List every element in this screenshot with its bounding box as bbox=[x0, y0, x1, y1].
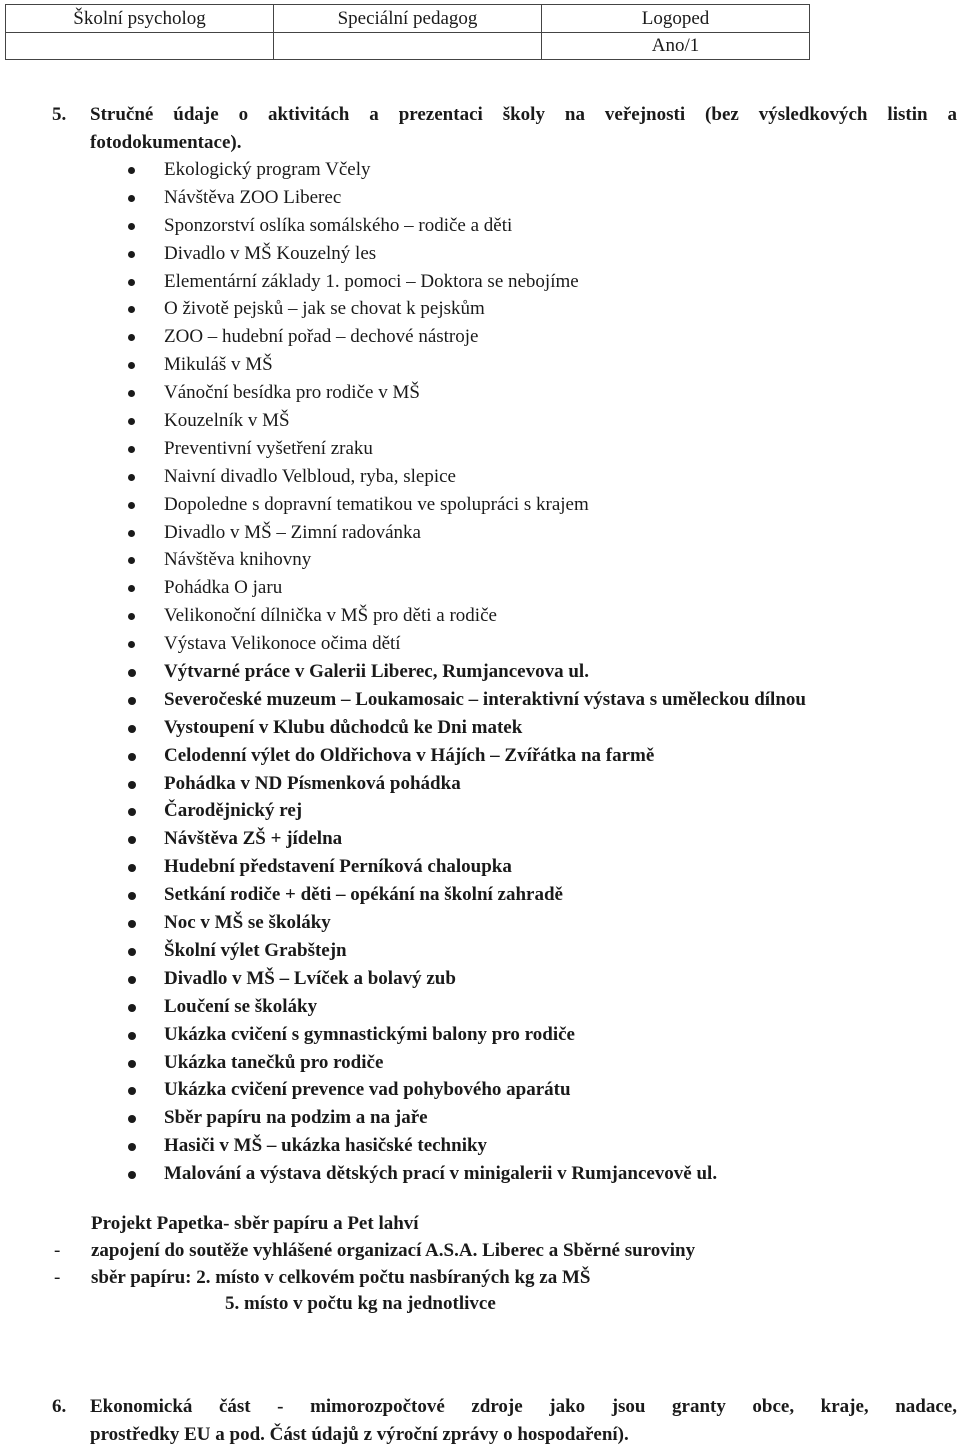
bullet-icon bbox=[128, 1171, 136, 1179]
list-item-text: Ukázka cvičení prevence vad pohybového aparátu bbox=[164, 1079, 571, 1101]
bullet-icon bbox=[128, 530, 135, 537]
bullet-icon bbox=[128, 446, 135, 453]
table-cell: Ano/1 bbox=[542, 33, 810, 60]
list-item-text: Elementární základy 1. pomoci – Doktora se nebojíme bbox=[164, 270, 579, 292]
list-dash: - bbox=[54, 1240, 61, 1261]
list-item-text: Naivní divadlo Velbloud, ryba, slepice bbox=[164, 465, 456, 487]
bullet-icon bbox=[128, 669, 136, 677]
list-item-text: Návštěva ZŠ + jídelna bbox=[164, 828, 343, 850]
section-title-line: prostředky EU a pod. Část údajů z výroční zprávy o hospodaření). bbox=[90, 1424, 629, 1445]
list-item-text: Hudební představení Perníková chaloupka bbox=[164, 856, 512, 878]
list-item-text: O životě pejsků – jak se chovat k pejskům bbox=[164, 298, 485, 320]
table-cell bbox=[6, 33, 274, 60]
bullet-icon bbox=[128, 753, 136, 761]
bullet-icon bbox=[128, 1143, 136, 1151]
list-item-text: Dopoledne s dopravní tematikou ve spolupráci s krajem bbox=[164, 493, 589, 515]
list-item-text: Pohádka O jaru bbox=[164, 577, 283, 599]
list-item-text: Setkání rodiče + děti – opékání na školní zahradě bbox=[164, 884, 563, 906]
list-item-text: Ukázka tanečků pro rodiče bbox=[164, 1051, 384, 1073]
project-title: Projekt Papetka- sběr papíru a Pet lahví bbox=[91, 1213, 419, 1234]
list-item-text: Čarodějnický rej bbox=[164, 800, 303, 822]
section-title-line: Ekonomická část - mimorozpočtové zdroje jako jsou granty obce, kraje, nadace, bbox=[90, 1396, 957, 1417]
bullet-icon bbox=[128, 167, 135, 174]
bullet-icon bbox=[128, 418, 135, 425]
list-item-text: Velikonoční dílnička v MŠ pro děti a rodiče bbox=[164, 605, 497, 627]
section-6-heading bbox=[52, 1393, 957, 1449]
staff-table-header-row bbox=[6, 5, 810, 33]
list-item-text: Loučení se školáky bbox=[164, 995, 318, 1017]
list-item-text: Sběr papíru na podzim a na jaře bbox=[164, 1107, 428, 1129]
bullet-icon bbox=[128, 306, 135, 313]
list-item-text: Vystoupení v Klubu důchodců ke Dni matek bbox=[164, 716, 523, 738]
list-dash: - bbox=[54, 1267, 61, 1288]
list-item-text: Hasiči v MŠ – ukázka hasičské techniky bbox=[164, 1135, 488, 1157]
bullet-icon bbox=[128, 251, 135, 258]
table-cell bbox=[274, 33, 542, 60]
list-item-text: Divadlo v MŠ – Lvíček a bolavý zub bbox=[164, 967, 456, 989]
list-item-text: Sponzorství oslíka somálského – rodiče a děti bbox=[164, 214, 513, 236]
list-item-text: Návštěva ZOO Liberec bbox=[164, 186, 342, 208]
bullet-icon bbox=[128, 585, 135, 592]
bullet-icon bbox=[128, 836, 136, 844]
bullet-icon bbox=[128, 976, 136, 984]
bullet-icon bbox=[128, 1004, 136, 1012]
bullet-icon bbox=[128, 279, 135, 286]
list-item-text: Severočeské muzeum – Loukamosaic – interaktivní výstava s uměleckou dílnou bbox=[164, 688, 806, 710]
list-item-text: Malování a výstava dětských prací v minigalerii v Rumjancevově ul. bbox=[164, 1163, 718, 1185]
staff-table-value-row bbox=[6, 33, 810, 60]
bullet-icon bbox=[128, 920, 136, 928]
bullet-icon bbox=[128, 195, 135, 202]
bullet-icon bbox=[128, 474, 135, 481]
bullet-icon bbox=[128, 613, 135, 620]
bullet-icon bbox=[128, 334, 135, 341]
project-item: sběr papíru: 2. místo v celkovém počtu nasbíraných kg za MŠ bbox=[91, 1267, 591, 1288]
list-item-text: Vánoční besídka pro rodiče v MŠ bbox=[164, 382, 420, 404]
project-item: zapojení do soutěže vyhlášené organizací A.S.A. Liberec a Sběrné suroviny bbox=[91, 1240, 696, 1261]
table-header-cell: Speciální pedagog bbox=[274, 5, 542, 33]
list-item-text: Školní výlet Grabštejn bbox=[164, 939, 347, 961]
table-header-cell: Logoped bbox=[542, 5, 810, 33]
section-title-line: Stručné údaje o aktivitách a prezentaci školy na veřejnosti (bez výsledkových listin a bbox=[90, 104, 957, 125]
list-item-text: Výtvarné práce v Galerii Liberec, Rumjancevova ul. bbox=[164, 661, 589, 683]
project-item: 5. místo v počtu kg na jednotlivce bbox=[225, 1293, 496, 1314]
list-item-text: Ekologický program Včely bbox=[164, 159, 371, 180]
section-number: 5. bbox=[52, 104, 67, 125]
list-item-text: Preventivní vyšetření zraku bbox=[164, 437, 373, 459]
section-5-heading bbox=[52, 101, 957, 157]
bullet-icon bbox=[128, 725, 136, 733]
list-item-text: Divadlo v MŠ Kouzelný les bbox=[164, 242, 377, 264]
bullet-icon bbox=[128, 1060, 136, 1068]
list-item-text: Noc v MŠ se školáky bbox=[164, 912, 331, 934]
bullet-icon bbox=[128, 1087, 136, 1095]
list-item-text: Výstava Velikonoce očima dětí bbox=[164, 633, 401, 655]
bullet-icon bbox=[128, 892, 136, 900]
bullet-icon bbox=[128, 948, 136, 956]
section-number: 6. bbox=[52, 1396, 67, 1417]
list-item-text: Kouzelník v MŠ bbox=[164, 410, 290, 432]
section-title-line: fotodokumentace). bbox=[90, 132, 242, 153]
list-item-text: Návštěva knihovny bbox=[164, 549, 312, 571]
staff-table bbox=[5, 4, 810, 60]
bullet-icon bbox=[128, 781, 136, 789]
bullet-icon bbox=[128, 808, 136, 816]
bullet-icon bbox=[128, 864, 136, 872]
list-item-text: Ukázka cvičení s gymnastickými balony pro rodiče bbox=[164, 1023, 575, 1045]
bullet-icon bbox=[128, 502, 135, 509]
list-item-text: ZOO – hudební pořad – dechové nástroje bbox=[164, 326, 479, 348]
bullet-icon bbox=[128, 697, 136, 705]
list-item-text: Divadlo v MŠ – Zimní radovánka bbox=[164, 521, 421, 543]
table-header-cell: Školní psycholog bbox=[6, 5, 274, 33]
bullet-icon bbox=[128, 362, 135, 369]
bullet-icon bbox=[128, 1115, 136, 1123]
bullet-icon bbox=[128, 390, 135, 397]
bullet-icon bbox=[128, 557, 135, 564]
bullet-icon bbox=[128, 1032, 136, 1040]
list-item-text: Celodenní výlet do Oldřichova v Hájích – Zvířátka na farmě bbox=[164, 744, 655, 766]
bullet-icon bbox=[128, 641, 135, 648]
bullet-icon bbox=[128, 223, 135, 230]
list-item-text: Mikuláš v MŠ bbox=[164, 354, 273, 376]
list-item-text: Pohádka v ND Písmenková pohádka bbox=[164, 772, 461, 794]
